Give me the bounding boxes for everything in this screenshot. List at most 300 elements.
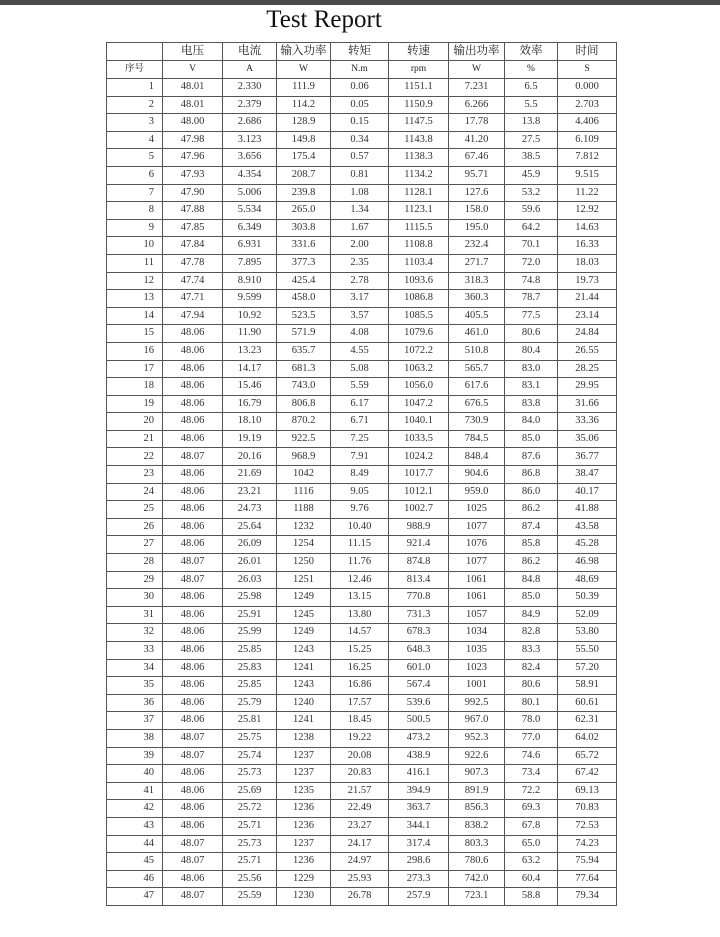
table-cell: 2.703 [558, 96, 617, 114]
table-cell: 48.06 [163, 782, 223, 800]
table-cell: 48.06 [163, 518, 223, 536]
table-cell: 1143.8 [389, 131, 449, 149]
table-cell: 4.08 [331, 325, 389, 343]
table-cell: 6.931 [223, 237, 277, 255]
table-cell: 63.2 [505, 853, 558, 871]
table-cell: 5 [107, 149, 163, 167]
table-cell: 648.3 [389, 642, 449, 660]
table-cell: 28.25 [558, 360, 617, 378]
table-cell: 1.67 [331, 219, 389, 237]
table-cell: 1.34 [331, 202, 389, 220]
table-cell: 5.08 [331, 360, 389, 378]
table-cell: 48.07 [163, 571, 223, 589]
table-cell: 1035 [449, 642, 505, 660]
table-cell: 891.9 [449, 782, 505, 800]
column-header: 输入功率 [277, 43, 331, 61]
table-cell: 67.42 [558, 765, 617, 783]
table-cell: 3.123 [223, 131, 277, 149]
table-cell: 38.5 [505, 149, 558, 167]
table-cell: 394.9 [389, 782, 449, 800]
table-cell: 149.8 [277, 131, 331, 149]
table-cell: 86.0 [505, 483, 558, 501]
table-cell: 43.58 [558, 518, 617, 536]
table-cell: 2.379 [223, 96, 277, 114]
table-row [107, 729, 617, 747]
table-cell: 1150.9 [389, 96, 449, 114]
table-cell: 1024.2 [389, 448, 449, 466]
table-cell: 4 [107, 131, 163, 149]
column-header: 转速 [389, 43, 449, 61]
table-cell: 84.9 [505, 606, 558, 624]
table-cell: 65.0 [505, 835, 558, 853]
column-unit: V [163, 61, 223, 79]
table-row [107, 800, 617, 818]
column-unit: W [277, 61, 331, 79]
table-cell: 45.28 [558, 536, 617, 554]
table-cell: 1243 [277, 642, 331, 660]
table-cell: 29 [107, 571, 163, 589]
table-cell: 45 [107, 853, 163, 871]
table-row [107, 782, 617, 800]
table-cell: 86.8 [505, 466, 558, 484]
table-cell: 20 [107, 413, 163, 431]
column-header: 电流 [223, 43, 277, 61]
table-cell: 47.88 [163, 202, 223, 220]
table-cell: 48.69 [558, 571, 617, 589]
table-cell: 24.17 [331, 835, 389, 853]
table-cell: 41.88 [558, 501, 617, 519]
table-cell: 25.72 [223, 800, 277, 818]
table-cell: 69.3 [505, 800, 558, 818]
table-cell: 32 [107, 624, 163, 642]
table-cell: 5.59 [331, 378, 389, 396]
table-cell: 1079.6 [389, 325, 449, 343]
table-cell: 539.6 [389, 694, 449, 712]
table-cell: 6.349 [223, 219, 277, 237]
table-cell: 175.4 [277, 149, 331, 167]
table-cell: 48.07 [163, 448, 223, 466]
column-unit: W [449, 61, 505, 79]
table-cell: 25.98 [223, 589, 277, 607]
table-cell: 2.686 [223, 114, 277, 132]
table-cell: 19 [107, 395, 163, 413]
table-row [107, 430, 617, 448]
table-cell: 1229 [277, 870, 331, 888]
table-cell: 47.71 [163, 290, 223, 308]
table-row [107, 712, 617, 730]
table-cell: 36.77 [558, 448, 617, 466]
table-cell: 21 [107, 430, 163, 448]
column-unit: A [223, 61, 277, 79]
table-cell: 48.06 [163, 589, 223, 607]
table-cell: 803.3 [449, 835, 505, 853]
table-cell: 26.78 [331, 888, 389, 906]
table-body [107, 79, 617, 906]
table-cell: 83.1 [505, 378, 558, 396]
table-row [107, 554, 617, 572]
table-cell: 1047.2 [389, 395, 449, 413]
table-cell: 114.2 [277, 96, 331, 114]
table-cell: 75.94 [558, 853, 617, 871]
table-row [107, 272, 617, 290]
table-cell: 4.55 [331, 342, 389, 360]
table-cell: 83.8 [505, 395, 558, 413]
table-cell: 111.9 [277, 79, 331, 97]
table-cell: 1241 [277, 712, 331, 730]
table-cell: 1236 [277, 853, 331, 871]
table-cell: 9.515 [558, 166, 617, 184]
table-cell: 47.84 [163, 237, 223, 255]
table-cell: 47.98 [163, 131, 223, 149]
table-cell: 952.3 [449, 729, 505, 747]
table-cell: 2.00 [331, 237, 389, 255]
table-cell: 70.1 [505, 237, 558, 255]
table-cell: 2.35 [331, 254, 389, 272]
table-cell: 40 [107, 765, 163, 783]
table-cell: 9 [107, 219, 163, 237]
table-cell: 601.0 [389, 659, 449, 677]
table-cell: 48.06 [163, 378, 223, 396]
table-cell: 48.01 [163, 96, 223, 114]
table-cell: 273.3 [389, 870, 449, 888]
table-cell: 48.07 [163, 747, 223, 765]
table-cell: 64.2 [505, 219, 558, 237]
table-cell: 31.66 [558, 395, 617, 413]
table-row [107, 835, 617, 853]
table-row [107, 254, 617, 272]
table-cell: 37 [107, 712, 163, 730]
table-cell: 1238 [277, 729, 331, 747]
table-cell: 21.44 [558, 290, 617, 308]
table-cell: 48.06 [163, 325, 223, 343]
table-row [107, 448, 617, 466]
table-cell: 74.23 [558, 835, 617, 853]
table-cell: 48.01 [163, 79, 223, 97]
table-row [107, 501, 617, 519]
table-cell: 0.34 [331, 131, 389, 149]
table-cell: 48.06 [163, 501, 223, 519]
table-cell: 48.06 [163, 606, 223, 624]
table-row [107, 606, 617, 624]
table-cell: 1243 [277, 677, 331, 695]
table-cell: 16.86 [331, 677, 389, 695]
table-cell: 53.2 [505, 184, 558, 202]
table-cell: 85.0 [505, 589, 558, 607]
table-row [107, 817, 617, 835]
table-cell: 1250 [277, 554, 331, 572]
table-cell: 42 [107, 800, 163, 818]
table-cell: 25.75 [223, 729, 277, 747]
table-cell: 1056.0 [389, 378, 449, 396]
table-cell: 7.812 [558, 149, 617, 167]
table-cell: 18 [107, 378, 163, 396]
table-cell: 59.6 [505, 202, 558, 220]
table-cell: 8.49 [331, 466, 389, 484]
table-row [107, 342, 617, 360]
table-row [107, 237, 617, 255]
table-cell: 26.09 [223, 536, 277, 554]
table-cell: 67.46 [449, 149, 505, 167]
table-cell: 15 [107, 325, 163, 343]
table-cell: 19.19 [223, 430, 277, 448]
table-cell: 874.8 [389, 554, 449, 572]
table-cell: 416.1 [389, 765, 449, 783]
table-cell: 907.3 [449, 765, 505, 783]
table-cell: 1057 [449, 606, 505, 624]
table-cell: 14.63 [558, 219, 617, 237]
table-cell: 85.8 [505, 536, 558, 554]
table-cell: 195.0 [449, 219, 505, 237]
table-cell: 74.8 [505, 272, 558, 290]
table-cell: 10.92 [223, 307, 277, 325]
table-cell: 72.0 [505, 254, 558, 272]
table-cell: 78.7 [505, 290, 558, 308]
table-cell: 25.73 [223, 765, 277, 783]
table-cell: 8 [107, 202, 163, 220]
table-cell: 64.02 [558, 729, 617, 747]
table-cell: 0.06 [331, 79, 389, 97]
table-cell: 11.22 [558, 184, 617, 202]
table-cell: 1151.1 [389, 79, 449, 97]
table-cell: 988.9 [389, 518, 449, 536]
table-row [107, 219, 617, 237]
table-cell: 25.69 [223, 782, 277, 800]
table-cell: 723.1 [449, 888, 505, 906]
table-cell: 11.15 [331, 536, 389, 554]
column-header: 输出功率 [449, 43, 505, 61]
table-cell: 27 [107, 536, 163, 554]
table-cell: 1061 [449, 589, 505, 607]
table-cell: 770.8 [389, 589, 449, 607]
table-cell: 15.46 [223, 378, 277, 396]
table-cell: 473.2 [389, 729, 449, 747]
table-cell: 838.2 [449, 817, 505, 835]
table-cell: 1001 [449, 677, 505, 695]
table-cell: 1237 [277, 835, 331, 853]
table-cell: 24.97 [331, 853, 389, 871]
table-cell: 1232 [277, 518, 331, 536]
table-cell: 16.79 [223, 395, 277, 413]
table-cell: 26 [107, 518, 163, 536]
table-cell: 617.6 [449, 378, 505, 396]
table-cell: 239.8 [277, 184, 331, 202]
table-cell: 74.6 [505, 747, 558, 765]
table-cell: 25.91 [223, 606, 277, 624]
table-cell: 65.72 [558, 747, 617, 765]
table-row [107, 114, 617, 132]
table-cell: 18.03 [558, 254, 617, 272]
table-cell: 377.3 [277, 254, 331, 272]
table-cell: 17.57 [331, 694, 389, 712]
table-cell: 870.2 [277, 413, 331, 431]
table-cell: 86.2 [505, 501, 558, 519]
table-cell: 806.8 [277, 395, 331, 413]
table-cell: 11.76 [331, 554, 389, 572]
table-cell: 405.5 [449, 307, 505, 325]
table-cell: 26.55 [558, 342, 617, 360]
table-cell: 1086.8 [389, 290, 449, 308]
table-cell: 1115.5 [389, 219, 449, 237]
table-cell: 62.31 [558, 712, 617, 730]
table-cell: 1042 [277, 466, 331, 484]
table-cell: 39 [107, 747, 163, 765]
table-cell: 48.06 [163, 870, 223, 888]
table-cell: 1061 [449, 571, 505, 589]
top-bar [0, 0, 720, 5]
table-cell: 232.4 [449, 237, 505, 255]
table-cell: 1237 [277, 747, 331, 765]
table-cell: 1108.8 [389, 237, 449, 255]
table-cell: 7.231 [449, 79, 505, 97]
table-cell: 47.96 [163, 149, 223, 167]
table-cell: 23.21 [223, 483, 277, 501]
table-cell: 69.13 [558, 782, 617, 800]
table-cell: 19.22 [331, 729, 389, 747]
table-cell: 25 [107, 501, 163, 519]
table-cell: 18.45 [331, 712, 389, 730]
table-cell: 48.06 [163, 395, 223, 413]
table-cell: 0.81 [331, 166, 389, 184]
column-unit: rpm [389, 61, 449, 79]
table-cell: 38.47 [558, 466, 617, 484]
table-cell: 48.00 [163, 114, 223, 132]
table-cell: 72.53 [558, 817, 617, 835]
table-cell: 16.33 [558, 237, 617, 255]
table-cell: 40.17 [558, 483, 617, 501]
table-cell: 2 [107, 96, 163, 114]
table-cell: 438.9 [389, 747, 449, 765]
table-cell: 1076 [449, 536, 505, 554]
table-cell: 1093.6 [389, 272, 449, 290]
table-cell: 24.84 [558, 325, 617, 343]
table-cell: 3.656 [223, 149, 277, 167]
table-row [107, 307, 617, 325]
table-cell: 26.03 [223, 571, 277, 589]
table-cell: 45.9 [505, 166, 558, 184]
table-cell: 6.266 [449, 96, 505, 114]
table-cell: 14.57 [331, 624, 389, 642]
table-cell: 77.64 [558, 870, 617, 888]
table-row [107, 149, 617, 167]
table-row [107, 202, 617, 220]
table-cell: 12.46 [331, 571, 389, 589]
table-cell: 9.599 [223, 290, 277, 308]
table-cell: 1040.1 [389, 413, 449, 431]
table-cell: 25.56 [223, 870, 277, 888]
column-header: 电压 [163, 43, 223, 61]
table-row [107, 870, 617, 888]
table-cell: 127.6 [449, 184, 505, 202]
table-cell: 22.49 [331, 800, 389, 818]
table-cell: 1063.2 [389, 360, 449, 378]
table-cell: 72.2 [505, 782, 558, 800]
table-cell: 1249 [277, 589, 331, 607]
table-cell: 363.7 [389, 800, 449, 818]
table-cell: 208.7 [277, 166, 331, 184]
table-cell: 11.90 [223, 325, 277, 343]
table-cell: 1134.2 [389, 166, 449, 184]
table-cell: 13.23 [223, 342, 277, 360]
table-cell: 7.895 [223, 254, 277, 272]
table-cell: 9.05 [331, 483, 389, 501]
table-cell: 13.8 [505, 114, 558, 132]
table-cell: 48.06 [163, 483, 223, 501]
table-cell: 1002.7 [389, 501, 449, 519]
table-cell: 84.0 [505, 413, 558, 431]
column-unit: S [558, 61, 617, 79]
table-cell: 6.71 [331, 413, 389, 431]
table-cell: 1245 [277, 606, 331, 624]
column-header: 效率 [505, 43, 558, 61]
table-cell: 25.73 [223, 835, 277, 853]
table-cell: 458.0 [277, 290, 331, 308]
table-cell: 1033.5 [389, 430, 449, 448]
table-cell: 48.06 [163, 677, 223, 695]
table-row [107, 79, 617, 97]
table-cell: 922.6 [449, 747, 505, 765]
table-cell: 58.91 [558, 677, 617, 695]
table-cell: 3.57 [331, 307, 389, 325]
table-cell: 17.78 [449, 114, 505, 132]
table-cell: 17 [107, 360, 163, 378]
table-cell: 567.4 [389, 677, 449, 695]
table-cell: 67.8 [505, 817, 558, 835]
table-cell: 80.1 [505, 694, 558, 712]
table-cell: 1025 [449, 501, 505, 519]
table-cell: 848.4 [449, 448, 505, 466]
table-cell: 25.74 [223, 747, 277, 765]
table-row [107, 642, 617, 660]
table-cell: 86.2 [505, 554, 558, 572]
table-cell: 84.8 [505, 571, 558, 589]
table-cell: 257.9 [389, 888, 449, 906]
table-row [107, 589, 617, 607]
table-cell: 22 [107, 448, 163, 466]
table-cell: 1241 [277, 659, 331, 677]
table-cell: 44 [107, 835, 163, 853]
table-cell: 2.330 [223, 79, 277, 97]
table-cell: 425.4 [277, 272, 331, 290]
table-cell: 55.50 [558, 642, 617, 660]
header-row-units [107, 61, 617, 79]
table-cell: 678.3 [389, 624, 449, 642]
table-row [107, 765, 617, 783]
table-cell: 1017.7 [389, 466, 449, 484]
table-cell: 959.0 [449, 483, 505, 501]
table-cell: 360.3 [449, 290, 505, 308]
table-cell: 968.9 [277, 448, 331, 466]
table-cell: 82.8 [505, 624, 558, 642]
table-row [107, 694, 617, 712]
table-row [107, 853, 617, 871]
table-cell: 83.3 [505, 642, 558, 660]
table-cell: 41.20 [449, 131, 505, 149]
column-header [107, 43, 163, 61]
table-cell: 23 [107, 466, 163, 484]
table-cell: 6.5 [505, 79, 558, 97]
table-cell: 1235 [277, 782, 331, 800]
table-cell: 48.06 [163, 624, 223, 642]
table-cell: 1072.2 [389, 342, 449, 360]
table-cell: 14 [107, 307, 163, 325]
table-cell: 6.109 [558, 131, 617, 149]
table-cell: 6 [107, 166, 163, 184]
table-cell: 8.910 [223, 272, 277, 290]
table-cell: 48.07 [163, 554, 223, 572]
table-cell: 14.17 [223, 360, 277, 378]
column-unit: % [505, 61, 558, 79]
table-cell: 1116 [277, 483, 331, 501]
